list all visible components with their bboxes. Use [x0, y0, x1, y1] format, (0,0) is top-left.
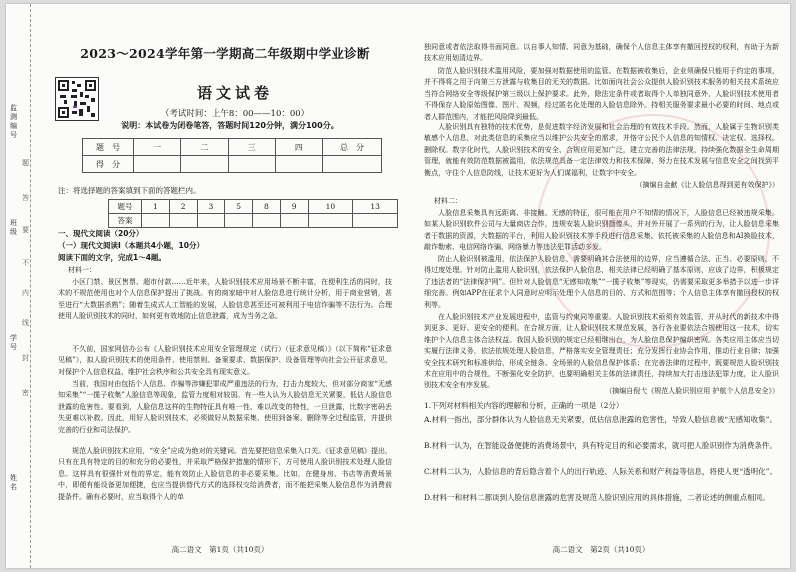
score-input-cell[interactable] — [134, 156, 181, 173]
exam-sheet — [6, 4, 790, 568]
answer-input-cell[interactable] — [353, 214, 398, 228]
margin-label-number: 学号 — [10, 334, 17, 351]
option-a[interactable]: A.材料一指出，部分群体认为人脸信息无关紧要，低估信息泄露的危害性，导致人脸信息被“无感知收集”。 — [424, 415, 777, 424]
answer-table — [108, 199, 398, 228]
cutline-char: 封 — [22, 354, 29, 362]
question-stem: 1.下列对材料相关内容的理解和分析，正确的一项是（2分） — [424, 401, 624, 410]
source-citation: （摘编自倪弋《规范人脸识别应用 护航个人信息安全》） — [605, 387, 779, 395]
page-footer: 高二语文 第2页（共10页） — [552, 545, 650, 554]
score-header-cell: 二 — [181, 139, 228, 156]
answer-header-cell: 题号 — [109, 200, 142, 214]
score-header-cell: 总 分 — [323, 139, 382, 156]
score-input-cell[interactable] — [323, 156, 382, 173]
paragraph: 人脸识别具有独特的技术优势，是促进数字经济发展和社会治理的有效技术手段。然而，人脸属于生物识别类敏感个人信息，对此类信息的采集应当以维护公共安全的需求，并恪守公民个人信息的知情权、决定权、选择权。删除权。数字化时代，人脸识别技术的安全、合规应用更加广泛，建立完善的法律法规，持续强化数据全生命周期管理，就能有效防范数据被滥用，依法规范具备一定法律效力和技术保障，努力在技术发展与信息安全之间找到平衡点，守住个人信息防线，让技术更好为人们谋福利，让数字中安全。 — [424, 123, 779, 177]
paragraph: 防止人脸识别被滥用，依法保护人脸信息，需要明确其合法使用的边界，应当遵循合法、正当、必要原则，不得过度处理。针对防止滥用人脸识别，依法保护人脸信息，相关法律已经明确了基本原则，应该了边界，积极规定了违法者的“法律保护网”。但针对人脸信息“无感知收集”“一揽子收集”等现实，仍需要采取更多举措予以进一步详细完善。例如APP在征求个人同意时应明示处理个人信息的目的、方式和范围等；个人信息主体享有撤回授权的权利等。 — [424, 255, 779, 309]
answer-header-cell: 10 — [308, 200, 353, 214]
margin-label-id: 监测编号 — [10, 104, 17, 139]
score-header-cell: 题 号 — [83, 139, 134, 156]
exam-title: 2023～2024学年第一学期高二年级期中学业诊断 — [80, 46, 370, 61]
section-heading: 一、现代文阅读（20分） — [58, 229, 144, 238]
table-row — [83, 156, 382, 173]
score-table — [82, 138, 382, 173]
paragraph: 在人脸识别技术产业发展进程中，监管与约束同等重要。人脸识别技术亟须有效监管，并从时代的新技术中得到更多、更好、更安全的便利。在合规方面，让人脸识别技术规范发展，各行各业要依法合规使用这一技术，切实维护个人信息主体合法权益。我国人脸识别的规定已经相继出台，为人脸信息保护编织密网。各类应用主体应当切实履行法律义务，依法依规处理人脸信息，严格落实安全管理责任；充分发挥行业协会作用，推动行业自律；加强安全技术研究和标准供给，形成全链条、全场景的人脸信息保护体系；在完善法律的过程中，既要规范人脸识别技术在应用中的合规性，不断强化安全防护，也要明确相关主体的法律责任，持续加大打击违法犯罪力度，让人脸识别技术安全有序发展。 — [424, 313, 779, 390]
watermark-text: 中考 — [558, 202, 648, 281]
answer-input-cell[interactable] — [280, 214, 308, 228]
binding-margin — [6, 4, 31, 568]
table-row — [83, 139, 382, 156]
cutline-char: 要 — [22, 226, 29, 234]
answer-header-cell: 8 — [253, 200, 281, 214]
subsection-heading: （一）现代文阅读Ⅰ（本题共4小题，10分） — [58, 241, 204, 250]
table-row — [109, 214, 398, 228]
cutline-char: 线 — [22, 319, 29, 327]
page-footer: 高二语文 第1页（共10页） — [171, 545, 269, 554]
paragraph: 人脸信息采集具有远距离、非接触、无感的特征，很可能在用户不知情的情况下，人脸信息已经被违规采集。如某人脸识别软件公司与大量商店合作，违规安装人脸识别摄像头，并对外开展了一系列的行为，让人脸信息采集者于数据的资源，大数据的平台，利用人脸识别技术等手段进行信息采集。依托被采集的人脸信息和AI换脸技术，敲诈勒索、电信网络诈骗、网络暴力等违法犯罪活动多发。 — [424, 209, 779, 252]
answer-input-cell[interactable] — [197, 214, 225, 228]
cutline-char: 不 — [22, 259, 29, 267]
material-label: 材料一： — [68, 266, 96, 274]
answer-header-cell: 13 — [353, 200, 398, 214]
answer-input-cell[interactable] — [142, 214, 170, 228]
score-header-cell: 四 — [275, 139, 322, 156]
paragraph: 当前，我国对由包括个人信息、诈骗等涉嫌犯罪成严重违法的行为，打击力度较大，但对部分商家“无感知采集”“一揽子收集”人脸信息等现象，监管力度相对较弱。有一些人认为人脸信息无关紧要，低估人脸信息泄露的危害性。要看到，人脸信息这样的生物特征具有唯一性、难以改变的特性，一旦泄露，比数字密码丢失更难以补救。因此，用好人脸识别技术，必须做好从数据采集、使用到备案、删除等全过程监管，并提供完善的行业和司法保护。 — [58, 380, 392, 434]
paragraph: 防范人脸识别技术滥用风险，要加强对数据使用的监管。在数据被收集后，企业须确保只能用于约定的事项，并不得将之用于向第三方泄露与收集目的无关的数据。比如面向社会公众提供人脸识别技术服务的相关技术系统应当符合网络安全等级保护第三级以上保护要求。此外，除法定条件或者取得个人单独同意外，人脸识别技术使用者不得保存人脸原始图像、图片、视频，经过匿名化处理的人脸信息除外。持相关服务要求最小必要的时间、地点或者人群范围内，才能把风险降到最低。 — [424, 67, 779, 121]
paragraph: 小区门禁、景区售票、超市付款……近年来，人脸识别技术应用场景不断丰富，在便利生活的同时，技术的不规范使用也对个人信息保护提出了挑战。有的商家暗中对人脸信息进行统计分析，用于商业营销，甚至进行“大数据杀熟”；随着生成式人工智能的发展，人脸信息甚至还可被利用于电信诈骗等不法行为。合理使用人脸识别技术的同时，如何更有效地防止信息泄露，成为当务之急。 — [58, 278, 392, 321]
answer-label-cell: 答案 — [109, 214, 142, 228]
answer-header-cell: 2 — [169, 200, 197, 214]
exam-instructions: 说明：本试卷为闭卷笔答，答题时间120分钟，满分100分。 — [121, 121, 339, 130]
score-input-cell[interactable] — [275, 156, 322, 173]
margin-label-name: 姓名 — [10, 474, 17, 491]
score-label-cell: 得 分 — [83, 156, 134, 173]
answer-input-cell[interactable] — [308, 214, 353, 228]
exam-time: （考试时间：上午8：00——10：00） — [160, 109, 310, 119]
cutline-char: 密 — [22, 389, 29, 397]
answer-header-cell: 9 — [280, 200, 308, 214]
paper-subtitle: 语文试卷 — [196, 84, 273, 102]
score-input-cell[interactable] — [228, 156, 275, 173]
answer-input-cell[interactable] — [253, 214, 281, 228]
answer-input-cell[interactable] — [225, 214, 253, 228]
source-citation: （摘编自金献《让人脸信息得到更有效保护》） — [635, 181, 779, 189]
margin-label-class: 班级 — [10, 219, 17, 236]
answer-header-cell: 1 — [142, 200, 170, 214]
option-c[interactable]: C.材料二认为，人脸信息的背后隐含着个人的出行轨迹、人际关系和财产利益等信息，将使人更“透明化”。 — [424, 467, 778, 476]
paragraph: 不久前，国家网信办公布《人脸识别技术应用安全管理规定（试行）（征求意见稿）》（以下简称“征求意见稿”），拟人脸识别技术的使用条件、使用禁则、备案要求、数据保护、设备管理等向社会公开征求意见，对保护个人信息权益、维护社会秩序和公共安全具有现实意义。 — [58, 345, 392, 376]
qr-code-icon — [55, 77, 99, 121]
cutline-char: 答 — [22, 194, 29, 202]
option-d[interactable]: D.材料一和材料二都谈到人脸信息泄露的危害及规范人脸识别应用的具体措施，二者论述的侧重点相同。 — [424, 493, 770, 502]
right-page — [416, 4, 781, 568]
paragraph: 独同意或者依法取得书面同意。以自事人知情、同意为基础，确保个人信息主体享有撤回授权的权利，有助于为新技术应用划清边界。 — [424, 43, 779, 63]
cutline-char: 题 — [22, 159, 29, 167]
paragraph: 规范人脸识别技术应用，“安全”应成为绝对的关键词。首先要把信息采集入口关。《征求意见稿》提出，只有在具有特定的目的和充分的必要性，并采取严格保护措施的情形下，方可使用人脸识别技术处理人脸信息。这样具有很强针对性的界定，能有效防止人脸信息的非必要采集。比如，在健身房、书店等消费场景中，即便有能设备更加便捷，也应当提供替代方式的选择权交给消费者，而不能把采集人脸信息作为消费前提条件。确有必要时，应当取得个人的单 — [58, 447, 392, 501]
score-header-cell: 三 — [228, 139, 275, 156]
answer-note: 注：将选择题的答案填到下面的答题栏内。 — [58, 186, 201, 195]
score-header-cell: 一 — [134, 139, 181, 156]
answer-header-cell: 3 — [197, 200, 225, 214]
reading-instruction: 阅读下面的文字，完成1～4题。 — [58, 253, 166, 262]
left-page — [40, 4, 400, 568]
answer-header-cell: 5 — [225, 200, 253, 214]
material-label: 材料二： — [434, 197, 462, 205]
score-input-cell[interactable] — [181, 156, 228, 173]
cutline-char: 内 — [22, 289, 29, 297]
answer-input-cell[interactable] — [169, 214, 197, 228]
option-b[interactable]: B.材料一认为，在智能设备便捷的消费场景中，具有特定目的和必要需求，就可把人脸识别作为消费条件。 — [424, 441, 777, 450]
table-row — [109, 200, 398, 214]
